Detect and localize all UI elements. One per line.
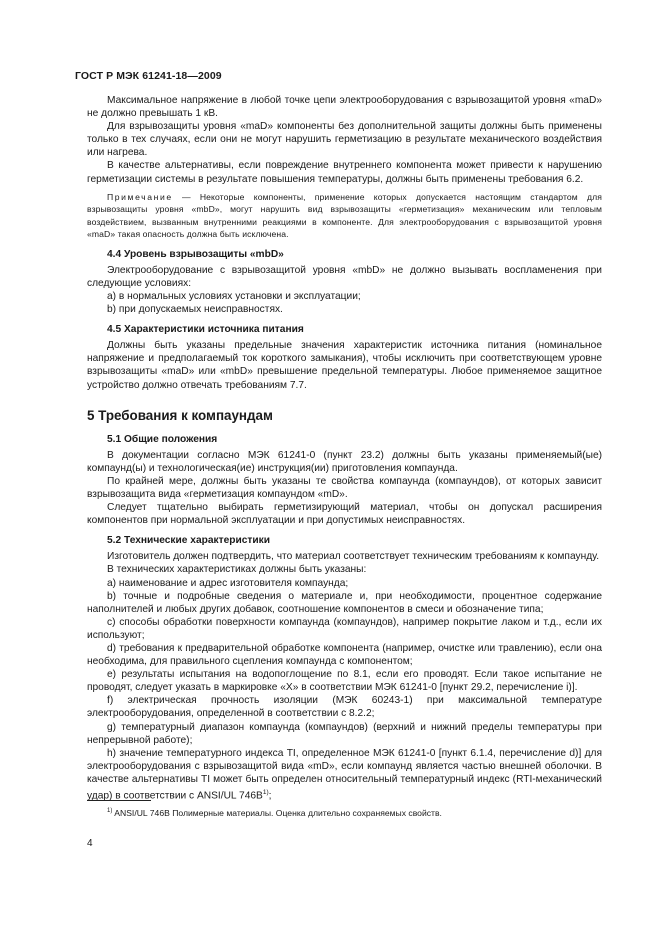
page-body xyxy=(87,94,602,803)
list-item-text: h) значение температурного индекса TI, определенное МЭК 61241-0 [пункт 6.1.4, перечисление d)] для электрооборудования с взрывозащитой вида «mD», если компаунд является частью внешней оболочки. В качестве альтернативы TI может быть определен относительный температурный индекс (RTI-механический удар) в соответствии с ANSI/UL 746B xyxy=(87,747,602,802)
paragraph: Максимальное напряжение в любой точке цепи электрооборудования с взрывозащитой уровня «maD» не должно превышать 1 кВ. xyxy=(87,95,602,120)
page-number: 4 xyxy=(87,838,93,849)
paragraph: По крайней мере, должны быть указаны те свойства компаунда (компаундов), от которых зависит взрывозащита вида «герметизация компаундом «mD». xyxy=(87,475,602,500)
paragraph: Электрооборудование с взрывозащитой уровня «mbD» не должно вызывать воспламенения при следующие условиях: xyxy=(87,264,602,289)
paragraph: В качестве альтернативы, если повреждение внутреннего компонента может привести к нарушению герметизации системы в результате повышения температуры, должны быть применены требования 6.2. xyxy=(87,160,602,185)
paragraph: Должны быть указаны предельные значения характеристик источника питания (номинальное напряжение и предполагаемый ток короткого замыкания), чтобы исключить при соответствующем уровне взрывозащиты «maD» или «mbD» превышение предельной температуры. Любое применяемое защитное устройство должно отвечать требованиям 7.7. xyxy=(87,340,602,391)
paragraph: Для взрывозащиты уровня «maD» компоненты без дополнительной защиты должны быть применены только в тех случаях, если они не могут нарушить герметизацию в результате механического воздействия или нагрева. xyxy=(87,121,602,159)
note xyxy=(87,191,602,241)
paragraph: В технических характеристиках должны быть указаны: xyxy=(107,564,367,576)
paragraph: Следует тщательно выбирать герметизирующий материал, чтобы он допускал расширения компонентов при нормальной эксплуатации и при допустимых неисправностях. xyxy=(87,502,602,527)
footnote-text: ANSI/UL 746B Полимерные материалы. Оценка длительно сохраняемых свойств. xyxy=(112,807,442,818)
paragraph: В документации согласно МЭК 61241-0 (пункт 23.2) должны быть указаны применяемый(ые) компаунд(ы) и технологическая(ие) инструкция(ии) приготовления компаунда. xyxy=(87,449,602,474)
footnote xyxy=(107,806,442,819)
list-item: c) способы обработки поверхности компаунда (компаундов), например покрытие лаком и т.д., если их используют; xyxy=(87,616,602,641)
note-label: Примечание xyxy=(107,191,173,202)
document-header: ГОСТ Р МЭК 61241-18—2009 xyxy=(75,70,222,82)
section-heading-4-5: 4.5 Характеристики источника питания xyxy=(107,324,304,336)
list-item-end: ; xyxy=(268,790,272,802)
footnote-ref: 1) xyxy=(262,789,269,797)
list-item: b) при допускаемых неисправностях. xyxy=(107,304,283,316)
list-item: a) наименование и адрес изготовителя компаунда; xyxy=(107,577,349,589)
footnote-divider xyxy=(87,800,151,801)
list-item: b) точные и подробные сведения о материале и, при необходимости, процентное содержание наполнителей и любых других добавок, соотношение компонентов в смеси и обозначение типа; xyxy=(87,590,602,615)
list-item: f) электрическая прочность изоляции (МЭК 60243-1) при максимальной температуре электрооборудования, определенной в соответствии с 8.2.2; xyxy=(87,695,602,720)
section-heading-5: 5 Требования к компаундам xyxy=(87,407,273,423)
section-heading-5-1: 5.1 Общие положения xyxy=(107,433,218,445)
note-text: — Некоторые компоненты, применение которых допускается настоящим стандартом для взрывозащиты уровня «mbD», могут нарушить вид взрывозащиты «герметизация» механическим или тепловым воздействием, вызванным внутренними реакциями в компоненте. Для электрооборудования с взрывозащитой уровня «maD» такая опасность должна быть исключена. xyxy=(87,191,602,240)
section-heading-5-2: 5.2 Технические характеристики xyxy=(107,535,271,547)
list-item: a) в нормальных условиях установки и эксплуатации; xyxy=(107,290,361,302)
list-item: g) температурный диапазон компаунда (компаундов) (верхний и нижний пределы температуры при непрерывной работе); xyxy=(87,721,602,746)
list-item xyxy=(87,747,602,803)
section-heading-4-4: 4.4 Уровень взрывозащиты «mbD» xyxy=(107,248,284,260)
paragraph: Изготовитель должен подтвердить, что материал соответствует техническим требованиям к компаунду. xyxy=(107,551,600,563)
list-item: e) результаты испытания на водопоглощение по 8.1, если его проводят. Если такое испытание не проводят, следует указать в маркировке «X» в соответствии МЭК 61241-0 [пункт 29.2, перечисление i)]. xyxy=(87,669,602,694)
list-item: d) требования к предварительной обработке компонента (например, очистке или травлению), если она необходима, для правильного сцепления компаунда с компонентом; xyxy=(87,643,602,668)
footnote-marker: 1) xyxy=(107,808,113,814)
